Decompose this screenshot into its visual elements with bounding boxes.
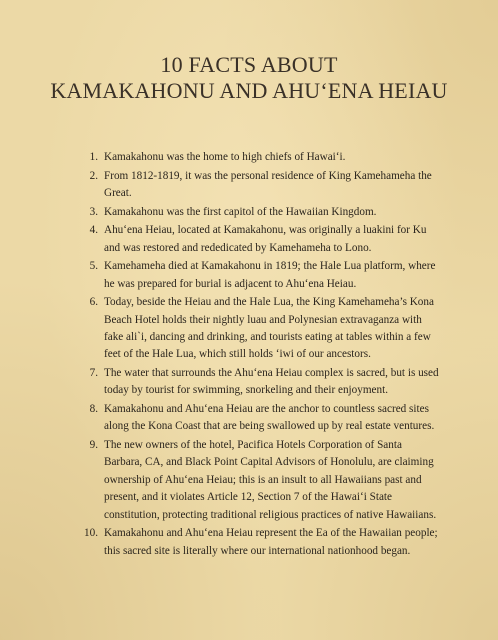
list-item-text: Kamakahonu was the first capitol of the Hawaiian Kingdom. xyxy=(104,205,377,218)
list-item-text: The new owners of the hotel, Pacifica Hotels Corporation of Santa Barbara, CA, and Black Point Capital Advisors of Honolulu, are claiming ownership of Ahu‘ena Heiau; this is an insult to all Hawaiians past and present, and it violates Article 12, Section 7 of the Hawai‘i State constitution, protecting traditional religious practices of native Hawaiians. xyxy=(104,439,437,521)
document-title xyxy=(0,52,498,104)
list-item-text: Kamehameha died at Kamakahonu in 1819; the Hale Lua platform, where he was prepared for burial is adjacent to Ahu‘ena Heiau. xyxy=(104,260,436,290)
list-item-number: 8. xyxy=(89,403,98,415)
title-line-1: 10 FACTS ABOUT xyxy=(160,52,338,77)
list-item xyxy=(80,401,440,436)
list-item-number: 3. xyxy=(89,205,98,218)
list-item-number: 2. xyxy=(89,169,98,182)
list-item xyxy=(80,222,440,257)
facts-list xyxy=(80,149,440,561)
list-item xyxy=(80,149,440,166)
list-item-text: Kamakahonu and Ahu‘ena Heiau represent the Ea of the Hawaiian people; this sacred site is literally where our international nationhood began. xyxy=(104,527,438,557)
list-item xyxy=(80,168,440,203)
list-item-text: Kamakahonu and Ahu‘ena Heiau are the anchor to countless sacred sites along the Kona Coast that are being swallowed up by real estate ventures. xyxy=(104,403,435,433)
list-item xyxy=(80,525,440,560)
list-item xyxy=(80,294,440,364)
list-item-number: 9. xyxy=(89,439,98,451)
list-item xyxy=(80,258,440,293)
list-item-text: The water that surrounds the Ahu‘ena Heiau complex is sacred, but is used today by tourist for swimming, snorkeling and their enjoyment. xyxy=(104,367,439,397)
list-item-number: 4. xyxy=(89,224,98,237)
list-item-text: Kamakahonu was the home to high chiefs of Hawai‘i. xyxy=(104,151,346,163)
list-item-number: 6. xyxy=(89,296,98,309)
list-item xyxy=(80,437,440,524)
list-item-text: Ahu‘ena Heiau, located at Kamakahonu, was originally a luakini for Ku and was restored and rededicated by Kamehameha to Lono. xyxy=(104,224,427,254)
list-item xyxy=(80,204,440,221)
list-item-number: 7. xyxy=(89,367,98,379)
list-item-text: From 1812-1819, it was the personal residence of King Kamehameha the Great. xyxy=(104,169,432,199)
title-line-2: KAMAKAHONU AND AHU‘ENA HEIAU xyxy=(50,78,448,103)
list-item xyxy=(80,365,440,400)
list-item-number: 10. xyxy=(84,527,98,540)
list-item-number: 5. xyxy=(89,260,98,273)
list-item-text: Today, beside the Heiau and the Hale Lua, the King Kamehameha’s Kona Beach Hotel holds their nightly luau and Polynesian extravaganza with fake ali`i, dancing and drinking, and tourists eating at tables within a few feet of the Hale Lua, which still holds ‘iwi of our ancestors. xyxy=(104,296,434,361)
list-item-number: 1. xyxy=(89,151,98,163)
